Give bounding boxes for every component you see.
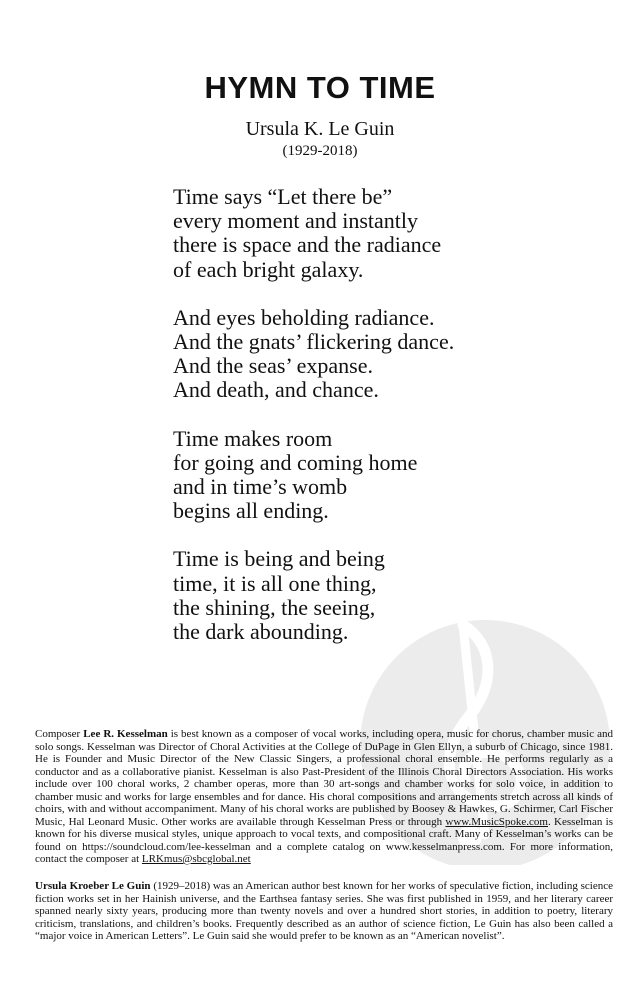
page-title: HYMN TO TIME [204, 70, 436, 105]
bio-text: Composer [35, 728, 84, 740]
poem-line: And the seas’ expanse. [173, 353, 373, 379]
musicspoke-link[interactable]: www.MusicSpoke.com [445, 815, 548, 828]
poem-line: And death, and chance. [173, 377, 379, 403]
bio-text: . Kesselman is known for his diverse musical styles, unique approach to vocal texts, and compositional craft. Many of Kesselman’s works can be found on https://soundcloud.com/lee-kesselman and a complete catalog on www.kesselmanpress.com. For more information, contact the composer at [35, 815, 613, 865]
poem-line: the shining, the seeing, [173, 594, 376, 620]
poem-line: time, it is all one thing, [173, 570, 377, 596]
poem-line: every moment and instantly [173, 208, 418, 234]
bio-text: (1929–2018) was an American author best known for her works of speculative fiction, including science fiction works set in her Hainish universe, and the Earthsea fantasy series. She was first published in 1959, and her literary career spanned nearly sixty years, producing more than twenty novels and over a hundred short stories, in addition to poetry, literary criticism, translations, and children’s books. Frequently described as an author of science fiction, Le Guin has also been called a “major voice in American Letters”. Le Guin said she would prefer to be known as an “American novelist”. [35, 880, 614, 942]
poem-author: Ursula K. Le Guin [245, 118, 395, 140]
poem-line: begins all ending. [173, 498, 329, 524]
poem-line: for going and coming home [173, 449, 418, 475]
poem-line: there is space and the radiance [173, 232, 442, 258]
stanza [173, 185, 613, 282]
poem-line: Time says “Let there be” [173, 184, 393, 209]
composer-name: Lee R. Kesselman [83, 728, 168, 740]
email-link[interactable]: LRKmus@sbcglobal.net [141, 853, 251, 865]
stanza [173, 427, 613, 524]
poem-line: And the gnats’ flickering dance. [173, 329, 455, 355]
poem-line: And eyes beholding radiance. [173, 304, 435, 330]
poem-line: Time makes room [173, 425, 333, 451]
poem-line: the dark abounding. [173, 619, 349, 645]
stanza [173, 306, 613, 403]
poem-line: of each bright galaxy. [173, 256, 364, 282]
stanza [173, 547, 613, 644]
poem-line: Time is being and being [173, 546, 385, 572]
poem-body [173, 185, 613, 668]
bio-text: is best known as a composer of vocal works, including opera, music for chorus, chamber music and solo songs. Kesselman was Director of Choral Activities at the College of DuPage in Glen Ellyn, a suburb of Chicago, since 1981. He is Founder and Music Director of the New Classic Singers, a professional choral ensemble. He performs regularly as a conductor and as a collaborative pianist. Kesselman is also Past-President of the Illinois Choral Directors Association. His works include over 100 choral works, 2 chamber operas, more than 30 art-songs and chamber works for solo voice, in addition to chamber music and works for large ensembles and for dance. His choral compositions and arrangements stretch across all kinds of choirs, with and without accompaniment. Many of his choral works are published by Boosey & Hawkes, G. Schirmer, Carl Fischer Music, Hal Leonard Music. Other works are available through Kesselman Press or through [35, 728, 613, 828]
poem-line: and in time’s womb [173, 474, 348, 500]
poet-name: Ursula Kroeber Le Guin [35, 880, 151, 892]
author-dates: (1929-2018) [282, 143, 358, 159]
composer-bio [35, 728, 613, 866]
poet-bio [35, 880, 613, 943]
